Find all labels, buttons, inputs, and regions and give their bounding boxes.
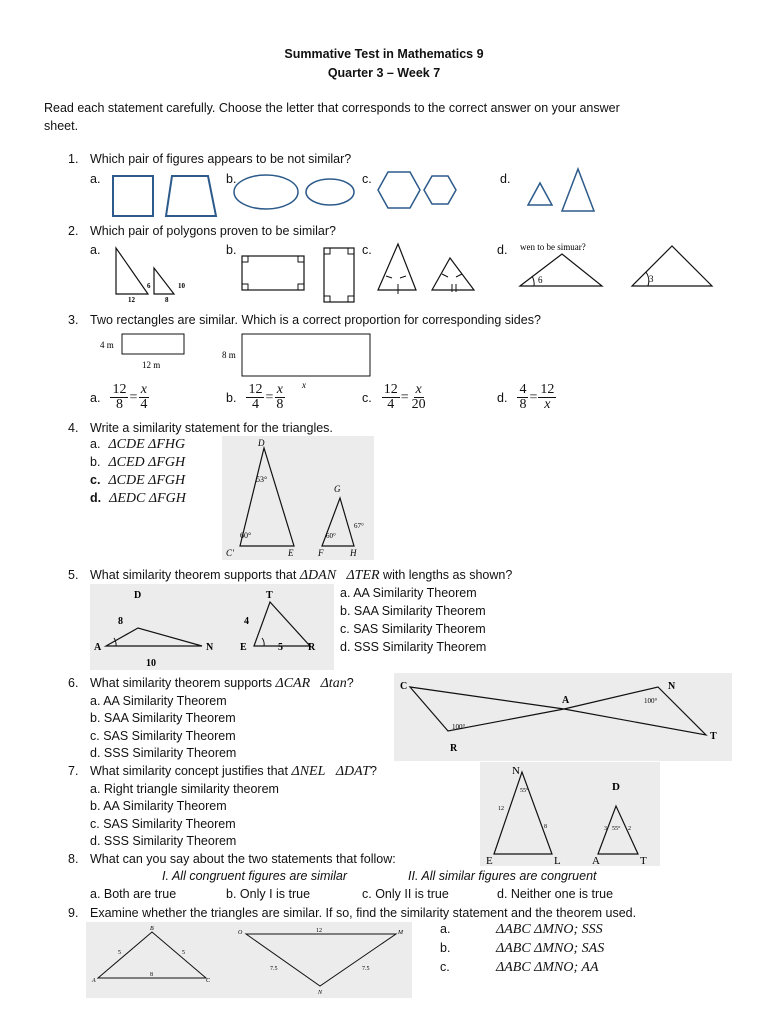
vertex-label: D	[134, 590, 142, 601]
vertex-label: G	[334, 484, 341, 494]
option-c-label[interactable]: c.	[362, 243, 372, 257]
page-subtitle: Quarter 3 – Week 7	[327, 66, 441, 80]
vertex-label: R	[308, 642, 316, 653]
question-number: 5.	[68, 568, 79, 582]
option-d[interactable]: d. SSS Similarity Theorem	[340, 640, 487, 654]
angle-label: 100°	[452, 723, 466, 731]
side-label: 6	[147, 282, 151, 290]
option-c-label[interactable]: c.	[362, 172, 372, 186]
side-label: 5	[118, 950, 121, 956]
question-text: What similarity theorem supports that ΔDAN ΔTER with lengths as shown?	[90, 568, 513, 583]
vertex-label: H	[350, 548, 357, 558]
vertex-label: F	[318, 548, 324, 558]
option-a[interactable]: a. AA Similarity Theorem	[90, 694, 227, 708]
vertex-label: C'	[226, 548, 234, 558]
vertex-label: E	[288, 548, 294, 558]
vertex-label: A	[94, 642, 102, 653]
instructions: Read each statement carefully. Choose the letter that corresponds to the correct answer on your answer	[44, 101, 620, 115]
vertex-label: D	[612, 781, 620, 793]
side-label: 4	[244, 616, 249, 627]
q1-figure-b	[232, 172, 357, 216]
q1-figure-c	[374, 168, 464, 214]
q2-figure-b	[236, 244, 366, 306]
angle-label: 55°	[520, 788, 529, 794]
q2-figure-d	[516, 240, 716, 294]
vertex-label: N	[512, 765, 520, 777]
vertex-label: N	[318, 990, 323, 996]
side-label: 5	[278, 642, 283, 653]
side-label: 3	[604, 826, 607, 832]
vertex-label: R	[450, 743, 458, 754]
rect2-width-label: x	[302, 380, 306, 390]
option-a-label[interactable]: a.	[90, 243, 101, 257]
q3-option-a[interactable]: a. $\frac{12}{8}$ = $\frac{x}{4}$	[90, 382, 148, 412]
option-b-label[interactable]: b.	[226, 243, 237, 257]
question-number: 1.	[68, 152, 79, 166]
side-label: 8	[118, 616, 123, 627]
angle-label: 60°	[326, 532, 336, 540]
side-label: 12	[498, 806, 504, 812]
vertex-label: T	[710, 731, 717, 742]
side-label: 12	[128, 296, 135, 304]
option-b[interactable]: b. AA Similarity Theorem	[90, 799, 227, 813]
vertex-label: C	[206, 978, 211, 984]
question-number: 2.	[68, 224, 79, 238]
vertex-label: T	[640, 855, 647, 866]
q4-option-a[interactable]: a. ΔCDE ΔFHG	[90, 437, 186, 452]
vertex-label: E	[240, 642, 247, 653]
option-a[interactable]: a. Right triangle similarity theorem	[90, 782, 279, 796]
question-text: Two rectangles are similar. Which is a correct proportion for corresponding sides?	[90, 313, 541, 327]
vertex-label: C	[400, 681, 408, 692]
option-b[interactable]: b. Only I is true	[226, 887, 311, 901]
vertex-label: A	[562, 695, 570, 706]
question-text: Which pair of polygons proven to be similar?	[90, 224, 336, 238]
angle-label: 6	[538, 275, 543, 285]
question-text: What similarity concept justifies that ΔNEL ΔDAT?	[90, 764, 377, 779]
option-a-label[interactable]: a.	[90, 172, 101, 186]
side-label: 8	[544, 824, 547, 830]
q1-figure-d	[524, 165, 604, 215]
vertex-label: D	[258, 438, 265, 448]
q2-figure-a	[108, 244, 198, 306]
option-c[interactable]: c. SAS Similarity Theorem	[90, 729, 236, 743]
option-d[interactable]: d. SSS Similarity Theorem	[90, 746, 237, 760]
option-a[interactable]: a. Both are true	[90, 887, 177, 901]
figure-caption: wen to be simuar?	[520, 242, 586, 252]
side-label: 7.5	[362, 966, 370, 972]
question-number: 6.	[68, 676, 79, 690]
question-number: 7.	[68, 764, 79, 778]
vertex-label: A	[92, 978, 96, 984]
q9-option-b[interactable]: b. ΔABC ΔMNO; SAS	[440, 941, 605, 956]
q5-figure	[90, 584, 334, 670]
q9-option-a[interactable]: a. ΔABC ΔMNO; SSS	[440, 922, 603, 937]
question-number: 4.	[68, 421, 79, 435]
question-text: What similarity theorem supports ΔCAR Δtan?	[90, 676, 354, 691]
side-label: 10	[146, 658, 156, 669]
angle-label: 53°	[256, 475, 268, 484]
q3-option-c[interactable]: c. $\frac{12}{4}$ = $\frac{x}{20}$	[362, 382, 426, 412]
option-c[interactable]: c. SAS Similarity Theorem	[90, 817, 236, 831]
option-d[interactable]: d. SSS Similarity Theorem	[90, 834, 237, 848]
side-label: 2	[628, 826, 631, 832]
angle-label: 3	[649, 274, 654, 284]
q6-figure	[394, 673, 732, 761]
angle-label: 60°	[240, 531, 252, 540]
option-a[interactable]: a. AA Similarity Theorem	[340, 586, 477, 600]
q4-figure	[222, 436, 374, 560]
question-text: What can you say about the two statements that follow:	[90, 852, 396, 866]
q4-option-d[interactable]: d. ΔEDC ΔFGH	[90, 491, 186, 506]
side-label: 7.5	[270, 966, 278, 972]
rect2-height-label: 8 m	[222, 350, 236, 360]
question-number: 3.	[68, 313, 79, 327]
question-text: Write a similarity statement for the triangles.	[90, 421, 333, 435]
rect1-height-label: 4 m	[100, 340, 114, 350]
side-label: 12	[316, 928, 322, 934]
option-b-label[interactable]: b.	[226, 172, 237, 186]
option-d-label[interactable]: d.	[497, 243, 508, 257]
option-d[interactable]: d. Neither one is true	[497, 887, 614, 901]
vertex-label: A	[592, 855, 600, 866]
option-b[interactable]: b. SAA Similarity Theorem	[90, 711, 236, 725]
q3-option-b[interactable]: b. $\frac{12}{4}$ = $\frac{x}{8}$	[226, 382, 284, 412]
statement-1: I. All congruent figures are similar	[162, 869, 348, 883]
q4-option-b[interactable]: b. ΔCED ΔFGH	[90, 455, 186, 470]
q1-figure-a	[108, 172, 218, 220]
q9-figure	[86, 922, 412, 998]
vertex-label: N	[668, 681, 676, 692]
instructions-continued: sheet.	[44, 119, 79, 133]
question-number: 8.	[68, 852, 79, 866]
option-d-label[interactable]: d.	[500, 172, 511, 186]
option-b[interactable]: b. SAA Similarity Theorem	[340, 604, 486, 618]
page-title: Summative Test in Mathematics 9	[284, 47, 484, 61]
angle-label: 100°	[644, 697, 658, 705]
side-label: 8	[165, 296, 169, 304]
question-number: 9.	[68, 906, 79, 920]
q4-option-c[interactable]: c. ΔCDE ΔFGH	[90, 473, 186, 488]
vertex-label: O	[238, 930, 243, 936]
q2-figure-c	[370, 240, 490, 304]
side-label: 10	[178, 282, 185, 290]
side-label: 5	[182, 950, 185, 956]
q3-figure	[96, 330, 386, 390]
vertex-label: N	[206, 642, 214, 653]
vertex-label: E	[486, 855, 493, 866]
vertex-label: B	[150, 926, 154, 932]
q9-option-c[interactable]: c. ΔABC ΔMNO; AA	[440, 960, 599, 975]
question-text: Examine whether the triangles are similar. If so, find the similarity statement and the theorem used.	[90, 906, 637, 920]
vertex-label: L	[554, 855, 561, 866]
statement-2: II. All similar figures are congruent	[408, 869, 597, 883]
option-c[interactable]: c. SAS Similarity Theorem	[340, 622, 486, 636]
side-label: 8	[150, 972, 153, 978]
angle-label: 67°	[354, 522, 364, 530]
q7-figure	[480, 762, 660, 866]
vertex-label: T	[266, 590, 273, 601]
question-text: Which pair of figures appears to be not similar?	[90, 152, 352, 166]
rect1-width-label: 12 m	[142, 360, 161, 370]
q3-option-d[interactable]: d. $\frac{4}{8}$ = $\frac{12}{x}$	[497, 382, 555, 412]
vertex-label: M	[398, 930, 403, 936]
angle-label: 55°	[612, 826, 621, 832]
option-c[interactable]: c. Only II is true	[362, 887, 449, 901]
